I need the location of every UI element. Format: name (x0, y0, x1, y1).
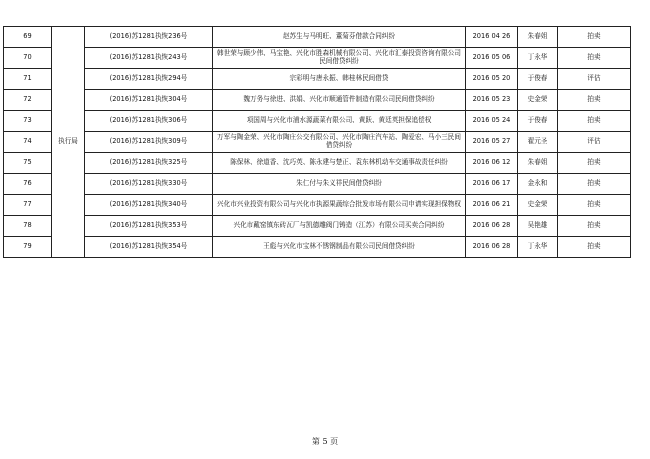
disposal-type-cell: 拍卖 (558, 195, 631, 216)
case-table (3, 26, 631, 258)
table-row (4, 132, 631, 153)
date-cell: 2016 06 21 (466, 195, 518, 216)
judge-cell: 翟元圣 (518, 132, 558, 153)
date-cell: 2016 05 23 (466, 90, 518, 111)
date-cell: 2016 06 28 (466, 237, 518, 258)
case-cause-cell: 韩世荣与顾少伟、马宝艳、兴化市胜森机械有限公司、兴化市汇泰投资咨询有限公司民间借贷纠纷 (213, 48, 466, 69)
case-number-cell: (2016)苏1281执恢243号 (85, 48, 213, 69)
case-number-cell: (2016)苏1281执恢306号 (85, 111, 213, 132)
disposal-type-cell: 拍卖 (558, 153, 631, 174)
disposal-type-cell: 拍卖 (558, 48, 631, 69)
table-row (4, 27, 631, 48)
row-number-cell: 74 (4, 132, 52, 153)
disposal-type-cell: 拍卖 (558, 216, 631, 237)
table-row (4, 195, 631, 216)
judge-cell: 于俊春 (518, 69, 558, 90)
judge-cell: 史金荣 (518, 195, 558, 216)
disposal-type-cell: 评估 (558, 132, 631, 153)
date-cell: 2016 04 26 (466, 27, 518, 48)
case-number-cell: (2016)苏1281执恢354号 (85, 237, 213, 258)
disposal-type-cell: 评估 (558, 69, 631, 90)
table-row (4, 69, 631, 90)
row-number-cell: 72 (4, 90, 52, 111)
case-cause-cell: 王彪与兴化市宝林不锈钢制品有限公司民间借贷纠纷 (213, 237, 466, 258)
judge-cell: 丁永华 (518, 48, 558, 69)
judge-cell: 史金荣 (518, 90, 558, 111)
disposal-type-cell: 拍卖 (558, 174, 631, 195)
row-number-cell: 70 (4, 48, 52, 69)
row-number-cell: 77 (4, 195, 52, 216)
date-cell: 2016 06 17 (466, 174, 518, 195)
case-table-body (4, 27, 631, 258)
case-number-cell: (2016)苏1281执恢325号 (85, 153, 213, 174)
case-cause-cell: 朱仁付与朱义祥民间借贷纠纷 (213, 174, 466, 195)
case-number-cell: (2016)苏1281执恢236号 (85, 27, 213, 48)
judge-cell: 朱春姐 (518, 153, 558, 174)
table-row (4, 237, 631, 258)
case-number-cell: (2016)苏1281执恢330号 (85, 174, 213, 195)
row-number-cell: 73 (4, 111, 52, 132)
date-cell: 2016 06 28 (466, 216, 518, 237)
date-cell: 2016 05 06 (466, 48, 518, 69)
judge-cell: 朱春姐 (518, 27, 558, 48)
case-number-cell: (2016)苏1281执恢309号 (85, 132, 213, 153)
case-cause-cell: 项国周与兴化市浦水源蔬菜有限公司、黄跃、黄廷英担保追偿权 (213, 111, 466, 132)
table-row (4, 111, 631, 132)
unit-cell: 执行局 (52, 27, 85, 258)
disposal-type-cell: 拍卖 (558, 237, 631, 258)
disposal-type-cell: 拍卖 (558, 111, 631, 132)
case-cause-cell: 陈保林、徐道香、沈巧英、陈永建与楚正、袁东林机动车交通事故责任纠纷 (213, 153, 466, 174)
row-number-cell: 79 (4, 237, 52, 258)
table-row (4, 48, 631, 69)
judge-cell: 于俊春 (518, 111, 558, 132)
row-number-cell: 71 (4, 69, 52, 90)
table-row (4, 153, 631, 174)
table-row (4, 216, 631, 237)
date-cell: 2016 06 12 (466, 153, 518, 174)
case-cause-cell: 兴化市兴业投资有限公司与兴化市执源果蔬综合批发市场有限公司申请实现担保物权 (213, 195, 466, 216)
case-cause-cell: 宗彩明与唐永振、韩桂林民间借贷 (213, 69, 466, 90)
case-number-cell: (2016)苏1281执恢340号 (85, 195, 213, 216)
judge-cell: 丁永华 (518, 237, 558, 258)
table-row (4, 174, 631, 195)
date-cell: 2016 05 27 (466, 132, 518, 153)
case-cause-cell: 万军与陶金荣、兴化市陶庄公交有限公司、兴化市陶庄汽车站、陶爱宏、马小三民间借贷纠纷 (213, 132, 466, 153)
page-number: 第 5 页 (311, 437, 339, 446)
case-number-cell: (2016)苏1281执恢353号 (85, 216, 213, 237)
disposal-type-cell: 拍卖 (558, 90, 631, 111)
table-row (4, 90, 631, 111)
date-cell: 2016 05 24 (466, 111, 518, 132)
row-number-cell: 76 (4, 174, 52, 195)
judge-cell: 吴艳雄 (518, 216, 558, 237)
row-number-cell: 75 (4, 153, 52, 174)
row-number-cell: 78 (4, 216, 52, 237)
date-cell: 2016 05 20 (466, 69, 518, 90)
disposal-type-cell: 拍卖 (558, 27, 631, 48)
case-cause-cell: 魏万务与徐进、洪娟、兴化市顺通管件制造有限公司民间借贷纠纷 (213, 90, 466, 111)
row-number-cell: 69 (4, 27, 52, 48)
case-cause-cell: 兴化市戴窑镇东砖瓦厂与凯德雕阀门铸造（江苏）有限公司买卖合同纠纷 (213, 216, 466, 237)
case-cause-cell: 赵苏生与马明旺、董菊芬借款合同纠纷 (213, 27, 466, 48)
case-number-cell: (2016)苏1281执恢304号 (85, 90, 213, 111)
judge-cell: 金永和 (518, 174, 558, 195)
case-number-cell: (2016)苏1281执恢294号 (85, 69, 213, 90)
